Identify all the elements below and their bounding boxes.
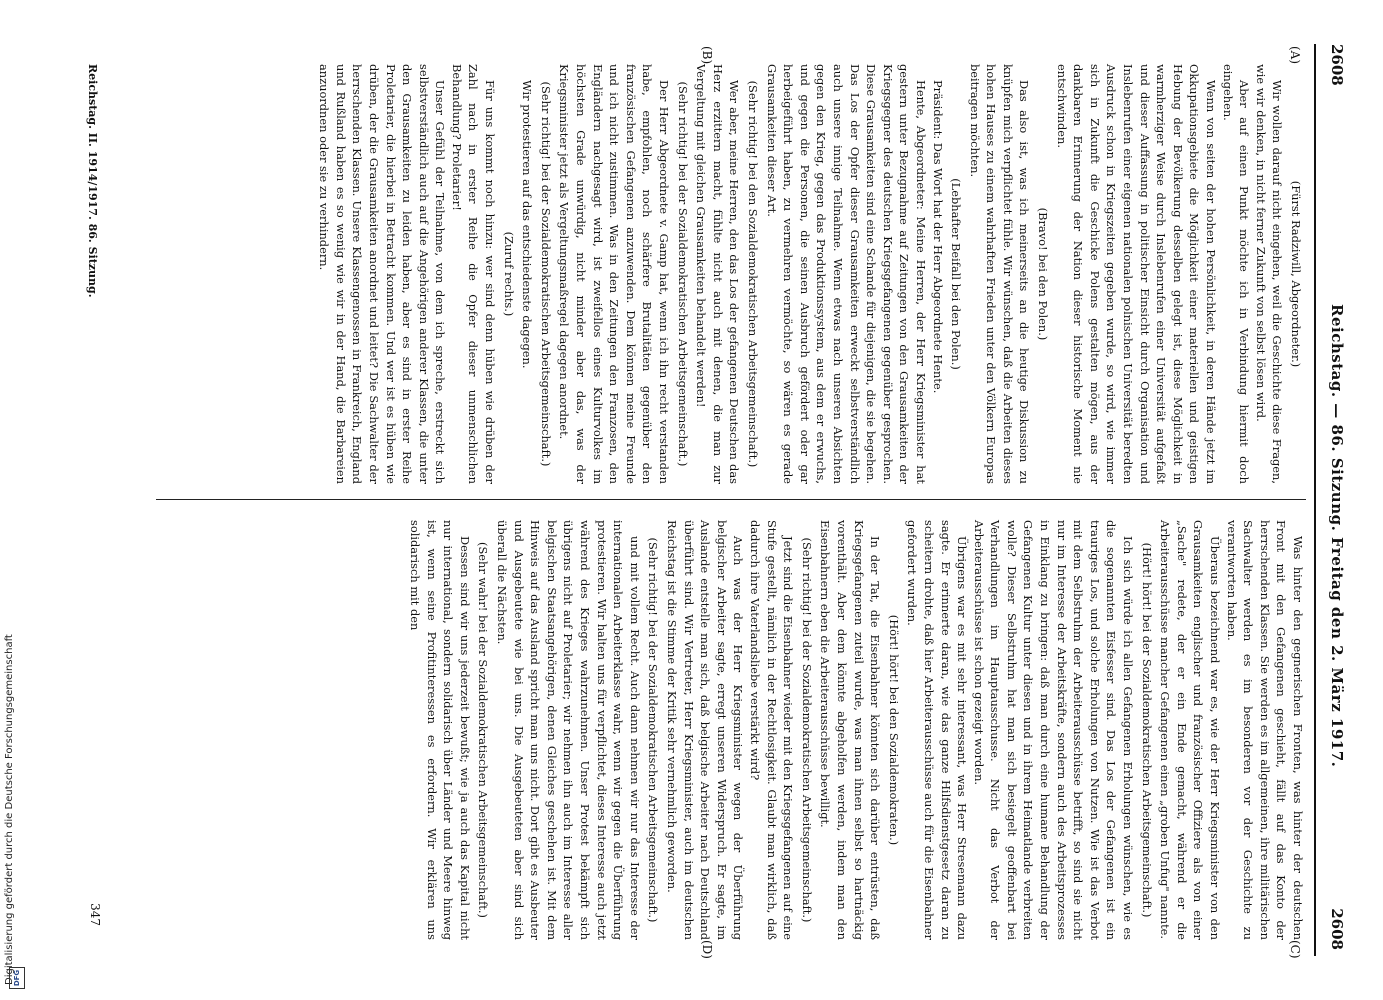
page-number-left: 2608 [1328,44,1346,86]
paragraph: Präsident: Das Wort hat der Herr Abgeordnete Hente. [930,80,945,394]
margin-marker-c: (C) [1288,940,1302,959]
margin-marker-b: (B) [700,46,714,65]
paragraph: Das also ist, was ich meinerseits an die heutige Diskussion zu knüpfen mich verpflichtet fühle. Wir wünschen, daß die Arbeiten dieses hohen Hauses zu einem wahrhaften Frieden unter den Völkern Europas beitragen möchten. [967,64,1032,484]
paragraph: (Bravo! bei den Polen.) [1036,207,1051,341]
paragraph: Jetzt sind die Eisenbahner wieder mit den Kriegsgefangenen auf eine Stufe gestellt, nämlich in der Rechtlosigkeit. Glaubt man wirklich, daß dadurch ihre Vaterlandsliebe verstärkt wird? [748,520,796,940]
paragraph: Für uns kommt noch hinzu: wer sind denn hüben wie drüben der Zahl nach in erster Reihe die Opfer dieser unmenschlichen Behandlung? Proletarier! [449,64,498,484]
paragraph: In der Tat, die Eisenbahner könnten sich darüber entrüsten, daß Kriegsgefangenen zuteil wurde, was man ihnen selbst so hartnäckig vorenthält. Aber dem könnte abgeholfen werden, indem man den Eisenbahnern eben die Arbeiterausschüsse bewilligt. [818,520,883,940]
paragraph: Ich sich würde ich allen Gefangenen Erholungen wünschen, wie es die sogenannten Eisfesser sind. Das Los der Gefangenen ist ein trauriges Los, und solche Erholungen von Nutzen. Wie ist das Verbot mit dem Selbstruhm der Arbeiterausschüsse betrifft, so sind sie nicht nur im Interesse der Arbeitskräfte, sondern auch des Arbeitsprozesses in Einklang zu bringen: daß man durch eine humane Behandlung der Gefangenen Kultur unter diesen und in ihrem Heimatlande verbreiten wolle? Dieser Selbstruhm hat man sich besiegelt geoffenbart bei Verhandlungen im Hauptausschusse. Nicht das Verbot der Arbeiterausschüsse ist schon gezeigt worden. [971,520,1136,940]
paragraph: Überaus bezeichnend war es, wie der Herr Kriegsminister von den Grausamkeiten englischer und französischer Offiziere als von einer „Sache" redete, der er ein Ende gemacht, während er die Arbeiterausschüsse mancher Gefangenen einen „groben Unfug" nannte. [1158,520,1223,940]
paragraph: Der Herr Abgeordnete v. Gamp hat, wenn ich ihn recht verstanden habe, empfohlen, noch schärfere Brutalitäten gegenüber den französischen Gefangenen anzuwenden. Dem können meine Freunde und ich nicht zustimmen. Was in den Zeitungen den Franzosen, den Engländern nachgesagt wird, ist zweifellos eines Kulturvolkes im höchsten Grade unwürdig, nicht minder aber das, was der Kriegsminister jetzt als Vergeltungsmaßregel dagegen anordnet. [557,64,672,484]
footer-left: Reichstag. II. 1914/1917. 86. Sitzung. [86,64,99,298]
paragraph: Hente, Abgeordneter: Meine Herren, der Herr Kriegsminister hat gestern unter Bezugnahme auf Zeitungen von den Grausamkeiten der Kriegsgegner des deutschen Kriegsgefangenen gegenüber gesprochen. Diese Grausamkeiten sind eine Schande für diejenigen, die sie begehen. Das Los der Opfer dieser Grausamkeiten erweckt selbstverständlich auch unsere innige Teilnahme. Wenn etwas nach unseren Absichten gegen den Krieg, gegen das Produktionssystem, aus dem er erwuchs, und gegen die Personen, die seinen Ausbruch gefördert oder gar herbeigeführt haben, zu vermehren vermöchte, so wären es gerade Grausamkeiten dieser Art. [764,64,928,484]
paragraph: Wer aber, meine Herren, den das Los der gefangenen Deutschen das Herz erzittern macht, fühlte nicht auch mit denen, die man zur Vergeltung mit gleichen Grausamkeiten behandelt werden! [694,64,742,484]
paragraph: (Sehr richtig! bei der Sozialdemokratischen Arbeitsgemeinschaft.) [799,537,814,923]
digitization-strip [0,0,34,1000]
paragraph: Dessen sind wir uns jederzeit bewußt; wie ja auch das Kapital nicht nur international, sondern solidarisch über Länder und Meere hinweg ist, wenn seine Profitinteressen es erfordern. Wir erklären uns solidarisch mit den [408,520,472,940]
page-frame [64,44,1354,959]
paragraph: (Sehr richtig! bei der Sozialdemokratischen Arbeitsgemeinschaft.) [675,81,690,467]
scanned-page [64,44,1354,959]
dfg-logo [9,967,25,989]
dfg-logo-text: DFG [13,969,21,987]
paragraph: (Sehr wahr! bei der Sozialdemokratischen Arbeitsgemeinschaft.) [476,542,491,918]
paragraph: Wir protestieren auf das entschiedenste dagegen. [520,80,535,369]
paragraph: Übrigens war es mit sehr interessant, was Herr Stresemann dazu sagte. Er erinnerte daran, wie das ganze Hilfsdienstgesetz daran zu scheitern drohte, daß hier Arbeiterausschüsse auch für die Eisenbahner gefordert wurden. [905,520,970,940]
paragraph: Was hinter den gegnerischen Fronten, was hinter der deutschen Front mit den Gefangenen geschieht, fällt auf das Konto der herrschenden Klassen. Sie werden es im allgemeinen, ihre militärischen Sachwalter werden es im besonderen vor der Geschichte zu verantworten haben. [1224,520,1305,940]
paragraph: Unser Gefühl der Teilnahme, von dem ich spreche, erstreckt sich selbstverständlich auch auf die Angehörigen anderer Klassen, die unter den Grausamkeiten zu leiden haben, aber es sind in erster Reihe Proletarier, die hierbei in Betracht kommen. Und wer ist es hüben wie drüben, der die Grausamkeiten anordnet und leitet? Die Sachwalter der herrschenden Klassen. Unsere Klassengenossen in Frankreich, England und Rußland haben es so wenig wie wir in der Hand, die Barbareien anzuordnen oder sie zu verhindern. [317,64,448,484]
paragraph: (Hört! hört! bei der Sozialdemokratischen Arbeitsgemeinschaft.) [1139,542,1154,918]
margin-marker-a: (A) [1288,46,1302,65]
page-number-right: 2608 [1328,908,1346,950]
paragraph: (Zuruf rechts.) [501,231,516,317]
paragraph: (Lebhafter Beifall bei den Polen.) [949,178,964,370]
left-column [316,64,1306,484]
paragraph: (Sehr richtig! bei den Sozialdemokratischen Arbeitsgemeinschaft.) [746,80,760,468]
paragraph: (Sehr richtig! bei der Sozialdemokratischen Arbeitsgemeinschaft.) [538,81,553,467]
running-title: Reichstag. — 86. Sitzung. Freitag den 2. März 1917. [1328,304,1346,768]
paragraph: (Hört! hört! bei den Sozialdemokraten.) [886,614,901,846]
right-column [407,520,1306,940]
paragraph: und mit vollem Recht. Auch dann nehmen wir nur das Interesse der internationalen Arbeiterklasse wahr, wenn wir gegen die Überführung protestieren. Wir halten uns für verpflichtet, dieses Interesse auch jetzt während des Krieges wahrzunehmen. Unser Protest bekämpft sich übrigens nicht auf Proletarier; wir nehmen ihn auch im Interesse aller belgischen Staatsangehörigen, denen Gleiches geschehen ist. Mit dem Hinweis auf das Ausland spricht man uns nicht. Dort gibt es Ausbeuter und Ausgebeutete wie bei uns. Die Ausgebeuteten aber sind sich überall die Nächsten. [495,520,642,940]
margin-marker-d: (D) [700,940,714,959]
paragraph: Wenn von seiten der hohen Persönlichkeit, in deren Hände jetzt im Okkupationsgebiete die Möglichkeit einer materiellen und geistigen Hebung der Bevölkerung desselben gelegt ist, diese Möglichkeit in warmherziger Weise durch Inslebenrufen einer Universität aufgefaßt und dieser Auffassung in politischer Einsicht durch Organisation und Inslebenrufen einer eigenen nationalen polnischen Universität beredten Ausdruck schon in Kriegszeiten gegeben wurde, so wird, wie immer sich in Zukunft die Geschicke Polens gestalten mögen, aus der dankbaren Erinnerung der Nation dieser historische Moment nie entschwinden. [1054,64,1219,484]
footer-page-number: 347 [88,903,102,926]
paragraph: (Sehr richtig! bei der Sozialdemokratischen Arbeitsgemeinschaft.) [646,537,661,923]
column-divider [156,499,1306,500]
paragraph: Wir wollen darauf nicht eingehen, weil die Geschichte diese Fragen, wie wir denken, in nicht ferner Zukunft von selbst lösen wird. [1253,64,1285,484]
page-header [1314,44,1354,956]
paragraph: Aber auf einen Punkt möchte ich in Verbindung hiermit doch eingehen. [1220,64,1252,484]
paragraph: (Fürst Radziwill, Abgeordneter.) [1289,180,1303,368]
digitization-note: Digitalisierung gefördert durch die Deutsche Forschungsgemeinschaft [4,634,15,985]
paragraph: Auch was der Herr Kriegsminister wegen der Überführung belgischer Arbeiter sagte, erregt unseren Widerspruch. Er sagte, im Auslande entstelle man sich, daß belgische Arbeiter nach Deutschland überführt sind. Wir Vertreter, Herr Kriegsminister, auch im deutschen Reichstag ist die Stimme der Kritik sehr vernehmlich geworden. [665,520,746,940]
